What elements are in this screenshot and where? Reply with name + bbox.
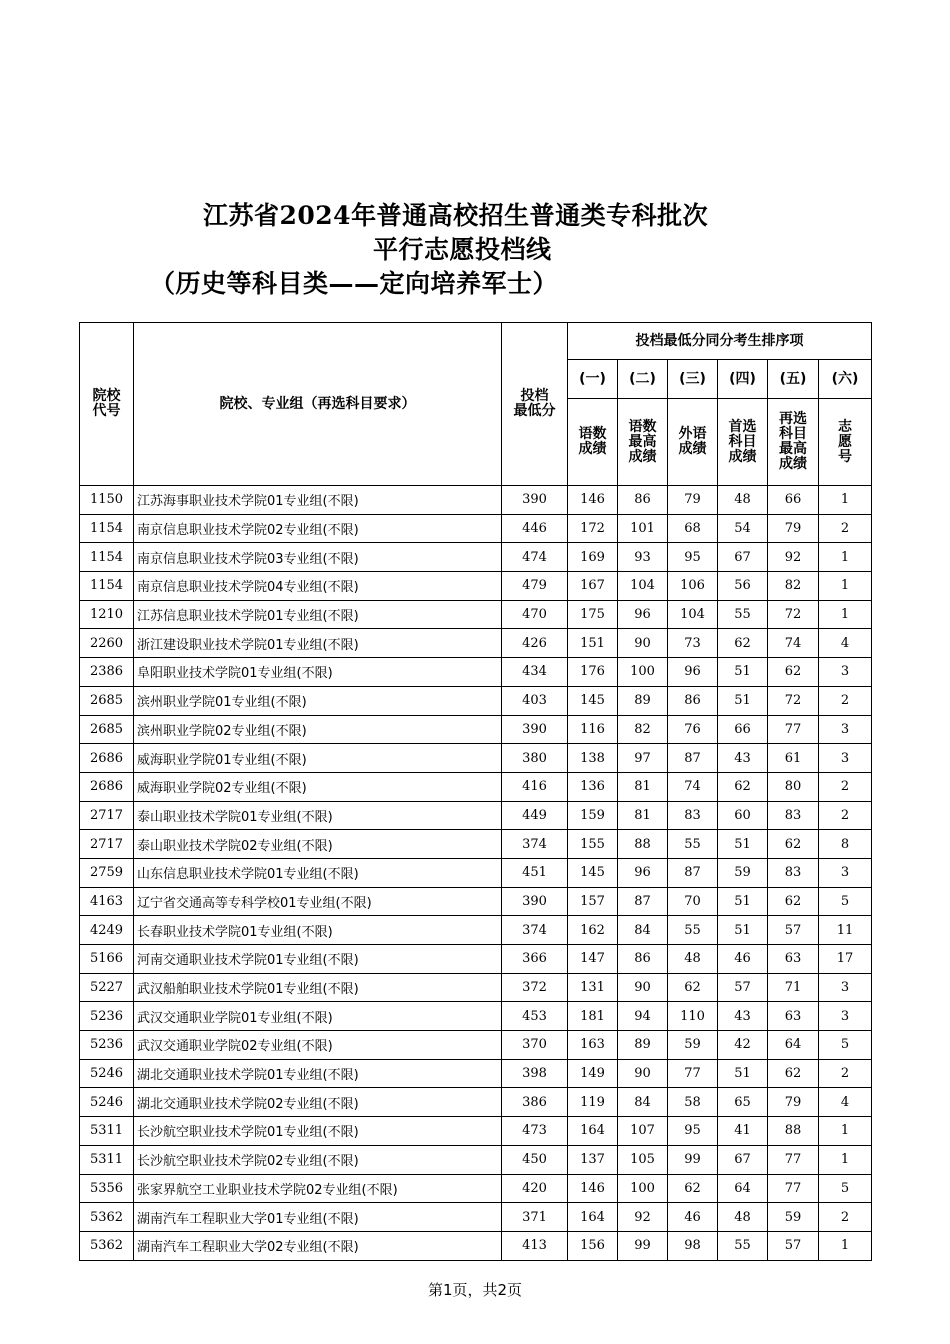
header-tiebreak: 投档最低分同分考生排序项 — [568, 323, 872, 360]
cell-foreign-language-score: 99 — [668, 1145, 718, 1174]
table-row — [80, 858, 872, 887]
cell-school-code: 5166 — [80, 945, 134, 974]
cell-second-subject-max: 74 — [768, 629, 819, 658]
cell-second-subject-max: 64 — [768, 1031, 819, 1060]
cell-school-group-name: 辽宁省交通高等专科学校01专业组(不限) — [134, 887, 502, 916]
header-min-score: 投档 最低分 — [502, 323, 568, 486]
cell-school-code: 2386 — [80, 658, 134, 687]
table-row — [80, 945, 872, 974]
cell-foreign-language-score: 86 — [668, 686, 718, 715]
header-sort-item-2: 语数 最高 成绩 — [618, 399, 668, 486]
cell-foreign-language-score: 95 — [668, 1117, 718, 1146]
cell-chinese-math-score: 116 — [568, 715, 618, 744]
table-row — [80, 715, 872, 744]
cell-chinese-math-max: 107 — [618, 1117, 668, 1146]
cell-first-subject-score: 48 — [718, 486, 768, 515]
table-row — [80, 543, 872, 572]
cell-preference-no: 3 — [819, 715, 872, 744]
title-line-1: 江苏省2024年普通高校招生普通类专科批次 — [203, 201, 709, 230]
cell-chinese-math-score: 155 — [568, 830, 618, 859]
table-row — [80, 1117, 872, 1146]
cell-school-group-name: 张家界航空工业职业技术学院02专业组(不限) — [134, 1174, 502, 1203]
cell-min-score: 374 — [502, 830, 568, 859]
header-sort-item-6: 志 愿 号 — [819, 399, 872, 486]
cell-chinese-math-max: 97 — [618, 744, 668, 773]
cell-second-subject-max: 57 — [768, 916, 819, 945]
cell-foreign-language-score: 79 — [668, 486, 718, 515]
cell-foreign-language-score: 87 — [668, 744, 718, 773]
cell-preference-no: 2 — [819, 686, 872, 715]
cell-second-subject-max: 62 — [768, 887, 819, 916]
cell-first-subject-score: 42 — [718, 1031, 768, 1060]
header-school-code: 院校 代号 — [80, 323, 134, 486]
cell-school-group-name: 滨州职业学院01专业组(不限) — [134, 686, 502, 715]
cell-chinese-math-max: 82 — [618, 715, 668, 744]
cell-chinese-math-score: 164 — [568, 1117, 618, 1146]
cell-chinese-math-score: 164 — [568, 1203, 618, 1232]
cell-foreign-language-score: 46 — [668, 1203, 718, 1232]
cell-school-code: 1210 — [80, 600, 134, 629]
cell-chinese-math-score: 176 — [568, 658, 618, 687]
header-school-name: 院校、专业组（再选科目要求） — [134, 323, 502, 486]
cell-school-code: 4163 — [80, 887, 134, 916]
cell-min-score: 366 — [502, 945, 568, 974]
table-row — [80, 1145, 872, 1174]
cell-foreign-language-score: 98 — [668, 1231, 718, 1260]
cell-preference-no: 3 — [819, 973, 872, 1002]
cell-foreign-language-score: 55 — [668, 916, 718, 945]
cell-school-code: 5227 — [80, 973, 134, 1002]
cell-chinese-math-score: 156 — [568, 1231, 618, 1260]
cell-chinese-math-max: 87 — [618, 887, 668, 916]
cell-second-subject-max: 83 — [768, 858, 819, 887]
cell-foreign-language-score: 62 — [668, 973, 718, 1002]
cell-first-subject-score: 43 — [718, 744, 768, 773]
cell-first-subject-score: 51 — [718, 1059, 768, 1088]
cell-foreign-language-score: 74 — [668, 772, 718, 801]
header-sort-item-3: 外语 成绩 — [668, 399, 718, 486]
cell-first-subject-score: 64 — [718, 1174, 768, 1203]
table-row — [80, 572, 872, 601]
cell-chinese-math-max: 99 — [618, 1231, 668, 1260]
cell-min-score: 370 — [502, 1031, 568, 1060]
cell-chinese-math-score: 131 — [568, 973, 618, 1002]
cell-preference-no: 1 — [819, 1145, 872, 1174]
cell-min-score: 434 — [502, 658, 568, 687]
cell-school-code: 2717 — [80, 830, 134, 859]
table-row — [80, 1031, 872, 1060]
table-row — [80, 514, 872, 543]
table-row — [80, 830, 872, 859]
cell-preference-no: 5 — [819, 1174, 872, 1203]
cell-chinese-math-score: 119 — [568, 1088, 618, 1117]
cell-preference-no: 5 — [819, 887, 872, 916]
cell-preference-no: 4 — [819, 1088, 872, 1117]
cell-preference-no: 2 — [819, 772, 872, 801]
cell-chinese-math-max: 81 — [618, 801, 668, 830]
cell-second-subject-max: 83 — [768, 801, 819, 830]
cell-foreign-language-score: 73 — [668, 629, 718, 658]
cell-chinese-math-score: 145 — [568, 858, 618, 887]
cell-school-group-name: 武汉船舶职业技术学院01专业组(不限) — [134, 973, 502, 1002]
cell-foreign-language-score: 55 — [668, 830, 718, 859]
cell-school-group-name: 长沙航空职业技术学院02专业组(不限) — [134, 1145, 502, 1174]
cell-preference-no: 17 — [819, 945, 872, 974]
cell-preference-no: 1 — [819, 486, 872, 515]
cell-second-subject-max: 63 — [768, 945, 819, 974]
cell-first-subject-score: 51 — [718, 830, 768, 859]
header-sort-item-4: 首选 科目 成绩 — [718, 399, 768, 486]
cell-chinese-math-score: 162 — [568, 916, 618, 945]
cell-school-group-name: 阜阳职业技术学院01专业组(不限) — [134, 658, 502, 687]
cell-preference-no: 5 — [819, 1031, 872, 1060]
cell-min-score: 374 — [502, 916, 568, 945]
cell-first-subject-score: 48 — [718, 1203, 768, 1232]
cell-chinese-math-max: 92 — [618, 1203, 668, 1232]
cell-min-score: 390 — [502, 486, 568, 515]
cell-foreign-language-score: 104 — [668, 600, 718, 629]
cell-second-subject-max: 62 — [768, 830, 819, 859]
cell-min-score: 451 — [502, 858, 568, 887]
cell-min-score: 426 — [502, 629, 568, 658]
cell-school-group-name: 湖南汽车工程职业大学02专业组(不限) — [134, 1231, 502, 1260]
table-row — [80, 887, 872, 916]
cell-chinese-math-score: 146 — [568, 1174, 618, 1203]
cell-min-score: 390 — [502, 715, 568, 744]
cell-min-score: 473 — [502, 1117, 568, 1146]
cell-chinese-math-max: 90 — [618, 1059, 668, 1088]
cell-first-subject-score: 59 — [718, 858, 768, 887]
cell-chinese-math-score: 172 — [568, 514, 618, 543]
cell-first-subject-score: 51 — [718, 887, 768, 916]
cell-school-code: 2717 — [80, 801, 134, 830]
header-sort-item-5: 再选 科目 最高 成绩 — [768, 399, 819, 486]
cell-foreign-language-score: 58 — [668, 1088, 718, 1117]
cell-second-subject-max: 59 — [768, 1203, 819, 1232]
cell-chinese-math-score: 169 — [568, 543, 618, 572]
cell-chinese-math-score: 145 — [568, 686, 618, 715]
cell-second-subject-max: 77 — [768, 1145, 819, 1174]
cell-school-group-name: 南京信息职业技术学院03专业组(不限) — [134, 543, 502, 572]
cell-preference-no: 1 — [819, 1231, 872, 1260]
cell-first-subject-score: 66 — [718, 715, 768, 744]
cell-preference-no: 1 — [819, 572, 872, 601]
cell-chinese-math-score: 146 — [568, 486, 618, 515]
cell-min-score: 371 — [502, 1203, 568, 1232]
cell-chinese-math-max: 104 — [618, 572, 668, 601]
cell-chinese-math-max: 90 — [618, 629, 668, 658]
header-order-1: (一) — [568, 360, 618, 399]
cell-first-subject-score: 65 — [718, 1088, 768, 1117]
cell-foreign-language-score: 76 — [668, 715, 718, 744]
cell-chinese-math-score: 151 — [568, 629, 618, 658]
cell-school-group-name: 南京信息职业技术学院04专业组(不限) — [134, 572, 502, 601]
cell-school-code: 2685 — [80, 715, 134, 744]
cell-chinese-math-score: 149 — [568, 1059, 618, 1088]
cell-chinese-math-max: 105 — [618, 1145, 668, 1174]
cell-second-subject-max: 66 — [768, 486, 819, 515]
cell-school-group-name: 威海职业学院01专业组(不限) — [134, 744, 502, 773]
cell-first-subject-score: 46 — [718, 945, 768, 974]
cell-chinese-math-score: 167 — [568, 572, 618, 601]
cell-chinese-math-max: 81 — [618, 772, 668, 801]
cell-school-code: 4249 — [80, 916, 134, 945]
cell-school-group-name: 浙江建设职业技术学院01专业组(不限) — [134, 629, 502, 658]
cell-preference-no: 2 — [819, 1203, 872, 1232]
cell-school-group-name: 武汉交通职业学院01专业组(不限) — [134, 1002, 502, 1031]
cell-second-subject-max: 72 — [768, 600, 819, 629]
cell-preference-no: 8 — [819, 830, 872, 859]
cell-foreign-language-score: 96 — [668, 658, 718, 687]
cell-school-code: 5236 — [80, 1031, 134, 1060]
cell-chinese-math-score: 137 — [568, 1145, 618, 1174]
cell-foreign-language-score: 68 — [668, 514, 718, 543]
cell-school-code: 5311 — [80, 1145, 134, 1174]
cell-school-group-name: 南京信息职业技术学院02专业组(不限) — [134, 514, 502, 543]
cell-school-code: 2685 — [80, 686, 134, 715]
cell-chinese-math-score: 163 — [568, 1031, 618, 1060]
title-line-3: （历史等科目类——定向培养军士） — [150, 269, 559, 298]
table-row — [80, 1231, 872, 1260]
cell-min-score: 403 — [502, 686, 568, 715]
cell-first-subject-score: 57 — [718, 973, 768, 1002]
table-row — [80, 1059, 872, 1088]
cell-min-score: 446 — [502, 514, 568, 543]
cell-preference-no: 2 — [819, 801, 872, 830]
cell-school-code: 2686 — [80, 744, 134, 773]
cell-first-subject-score: 67 — [718, 543, 768, 572]
cell-min-score: 420 — [502, 1174, 568, 1203]
cell-foreign-language-score: 95 — [668, 543, 718, 572]
cell-chinese-math-max: 93 — [618, 543, 668, 572]
cell-school-code: 5362 — [80, 1203, 134, 1232]
cell-school-code: 5356 — [80, 1174, 134, 1203]
cell-min-score: 449 — [502, 801, 568, 830]
cell-min-score: 398 — [502, 1059, 568, 1088]
cell-min-score: 474 — [502, 543, 568, 572]
cell-school-code: 5236 — [80, 1002, 134, 1031]
cell-school-group-name: 滨州职业学院02专业组(不限) — [134, 715, 502, 744]
cell-school-group-name: 湖北交通职业技术学院02专业组(不限) — [134, 1088, 502, 1117]
cell-min-score: 450 — [502, 1145, 568, 1174]
admission-score-table — [79, 322, 872, 1261]
cell-second-subject-max: 80 — [768, 772, 819, 801]
table-row — [80, 1002, 872, 1031]
cell-school-group-name: 山东信息职业技术学院01专业组(不限) — [134, 858, 502, 887]
cell-second-subject-max: 77 — [768, 715, 819, 744]
cell-chinese-math-score: 159 — [568, 801, 618, 830]
cell-preference-no: 1 — [819, 1117, 872, 1146]
cell-chinese-math-max: 84 — [618, 1088, 668, 1117]
cell-chinese-math-score: 175 — [568, 600, 618, 629]
cell-chinese-math-max: 84 — [618, 916, 668, 945]
cell-second-subject-max: 79 — [768, 1088, 819, 1117]
cell-chinese-math-score: 147 — [568, 945, 618, 974]
cell-school-code: 1154 — [80, 514, 134, 543]
cell-school-code: 2260 — [80, 629, 134, 658]
cell-preference-no: 1 — [819, 600, 872, 629]
cell-chinese-math-max: 101 — [618, 514, 668, 543]
cell-foreign-language-score: 62 — [668, 1174, 718, 1203]
cell-chinese-math-max: 86 — [618, 486, 668, 515]
cell-second-subject-max: 57 — [768, 1231, 819, 1260]
cell-second-subject-max: 82 — [768, 572, 819, 601]
cell-preference-no: 3 — [819, 858, 872, 887]
cell-second-subject-max: 92 — [768, 543, 819, 572]
table-row — [80, 744, 872, 773]
cell-second-subject-max: 77 — [768, 1174, 819, 1203]
table-row — [80, 1203, 872, 1232]
cell-preference-no: 1 — [819, 543, 872, 572]
table-row — [80, 772, 872, 801]
cell-school-group-name: 湖北交通职业技术学院01专业组(不限) — [134, 1059, 502, 1088]
cell-foreign-language-score: 59 — [668, 1031, 718, 1060]
cell-chinese-math-max: 89 — [618, 686, 668, 715]
cell-school-group-name: 长春职业技术学院01专业组(不限) — [134, 916, 502, 945]
cell-school-group-name: 湖南汽车工程职业大学01专业组(不限) — [134, 1203, 502, 1232]
cell-foreign-language-score: 70 — [668, 887, 718, 916]
cell-foreign-language-score: 77 — [668, 1059, 718, 1088]
cell-first-subject-score: 43 — [718, 1002, 768, 1031]
cell-school-group-name: 江苏信息职业技术学院01专业组(不限) — [134, 600, 502, 629]
cell-foreign-language-score: 48 — [668, 945, 718, 974]
cell-preference-no: 2 — [819, 514, 872, 543]
cell-chinese-math-score: 138 — [568, 744, 618, 773]
cell-min-score: 453 — [502, 1002, 568, 1031]
cell-second-subject-max: 71 — [768, 973, 819, 1002]
cell-preference-no: 2 — [819, 1059, 872, 1088]
header-order-5: (五) — [768, 360, 819, 399]
cell-preference-no: 3 — [819, 744, 872, 773]
cell-school-code: 1154 — [80, 543, 134, 572]
cell-school-group-name: 长沙航空职业技术学院01专业组(不限) — [134, 1117, 502, 1146]
table-row — [80, 600, 872, 629]
cell-min-score: 380 — [502, 744, 568, 773]
cell-chinese-math-max: 88 — [618, 830, 668, 859]
cell-preference-no: 3 — [819, 658, 872, 687]
cell-school-group-name: 武汉交通职业学院02专业组(不限) — [134, 1031, 502, 1060]
cell-foreign-language-score: 83 — [668, 801, 718, 830]
cell-school-code: 5362 — [80, 1231, 134, 1260]
cell-first-subject-score: 60 — [718, 801, 768, 830]
cell-second-subject-max: 79 — [768, 514, 819, 543]
cell-min-score: 479 — [502, 572, 568, 601]
cell-first-subject-score: 51 — [718, 686, 768, 715]
cell-chinese-math-score: 181 — [568, 1002, 618, 1031]
cell-chinese-math-max: 90 — [618, 973, 668, 1002]
cell-foreign-language-score: 106 — [668, 572, 718, 601]
table-row — [80, 916, 872, 945]
table-row — [80, 658, 872, 687]
cell-school-group-name: 泰山职业技术学院01专业组(不限) — [134, 801, 502, 830]
cell-first-subject-score: 62 — [718, 772, 768, 801]
cell-second-subject-max: 61 — [768, 744, 819, 773]
header-order-3: (三) — [668, 360, 718, 399]
cell-chinese-math-max: 89 — [618, 1031, 668, 1060]
cell-school-group-name: 江苏海事职业技术学院01专业组(不限) — [134, 486, 502, 515]
cell-school-code: 2759 — [80, 858, 134, 887]
cell-first-subject-score: 51 — [718, 658, 768, 687]
cell-first-subject-score: 55 — [718, 600, 768, 629]
cell-second-subject-max: 62 — [768, 658, 819, 687]
cell-chinese-math-max: 100 — [618, 1174, 668, 1203]
cell-first-subject-score: 67 — [718, 1145, 768, 1174]
cell-foreign-language-score: 87 — [668, 858, 718, 887]
cell-school-group-name: 泰山职业技术学院02专业组(不限) — [134, 830, 502, 859]
table-row — [80, 801, 872, 830]
cell-min-score: 386 — [502, 1088, 568, 1117]
cell-first-subject-score: 55 — [718, 1231, 768, 1260]
cell-school-code: 1154 — [80, 572, 134, 601]
table-row — [80, 629, 872, 658]
cell-first-subject-score: 54 — [718, 514, 768, 543]
cell-preference-no: 3 — [819, 1002, 872, 1031]
title-line-2: 平行志愿投档线 — [373, 235, 552, 264]
cell-min-score: 413 — [502, 1231, 568, 1260]
cell-chinese-math-max: 96 — [618, 600, 668, 629]
cell-chinese-math-score: 136 — [568, 772, 618, 801]
cell-preference-no: 11 — [819, 916, 872, 945]
table-row — [80, 486, 872, 515]
cell-foreign-language-score: 110 — [668, 1002, 718, 1031]
cell-min-score: 416 — [502, 772, 568, 801]
cell-min-score: 390 — [502, 887, 568, 916]
cell-second-subject-max: 72 — [768, 686, 819, 715]
cell-chinese-math-max: 94 — [618, 1002, 668, 1031]
header-order-2: (二) — [618, 360, 668, 399]
header-sort-item-1: 语数 成绩 — [568, 399, 618, 486]
cell-first-subject-score: 62 — [718, 629, 768, 658]
cell-school-code: 2686 — [80, 772, 134, 801]
table-row — [80, 686, 872, 715]
cell-school-code: 1150 — [80, 486, 134, 515]
cell-chinese-math-max: 86 — [618, 945, 668, 974]
cell-min-score: 372 — [502, 973, 568, 1002]
cell-second-subject-max: 62 — [768, 1059, 819, 1088]
cell-second-subject-max: 88 — [768, 1117, 819, 1146]
cell-second-subject-max: 63 — [768, 1002, 819, 1031]
header-order-4: (四) — [718, 360, 768, 399]
header-order-6: (六) — [819, 360, 872, 399]
cell-first-subject-score: 56 — [718, 572, 768, 601]
cell-school-code: 5311 — [80, 1117, 134, 1146]
cell-school-group-name: 河南交通职业技术学院01专业组(不限) — [134, 945, 502, 974]
table-row — [80, 1174, 872, 1203]
cell-chinese-math-max: 96 — [618, 858, 668, 887]
cell-school-code: 5246 — [80, 1088, 134, 1117]
cell-school-group-name: 威海职业学院02专业组(不限) — [134, 772, 502, 801]
cell-first-subject-score: 51 — [718, 916, 768, 945]
cell-preference-no: 4 — [819, 629, 872, 658]
cell-first-subject-score: 41 — [718, 1117, 768, 1146]
cell-chinese-math-max: 100 — [618, 658, 668, 687]
table-row — [80, 973, 872, 1002]
cell-chinese-math-score: 157 — [568, 887, 618, 916]
table-row — [80, 1088, 872, 1117]
page-footer: 第1页，共2页 — [427, 1281, 523, 1299]
cell-min-score: 470 — [502, 600, 568, 629]
cell-school-code: 5246 — [80, 1059, 134, 1088]
